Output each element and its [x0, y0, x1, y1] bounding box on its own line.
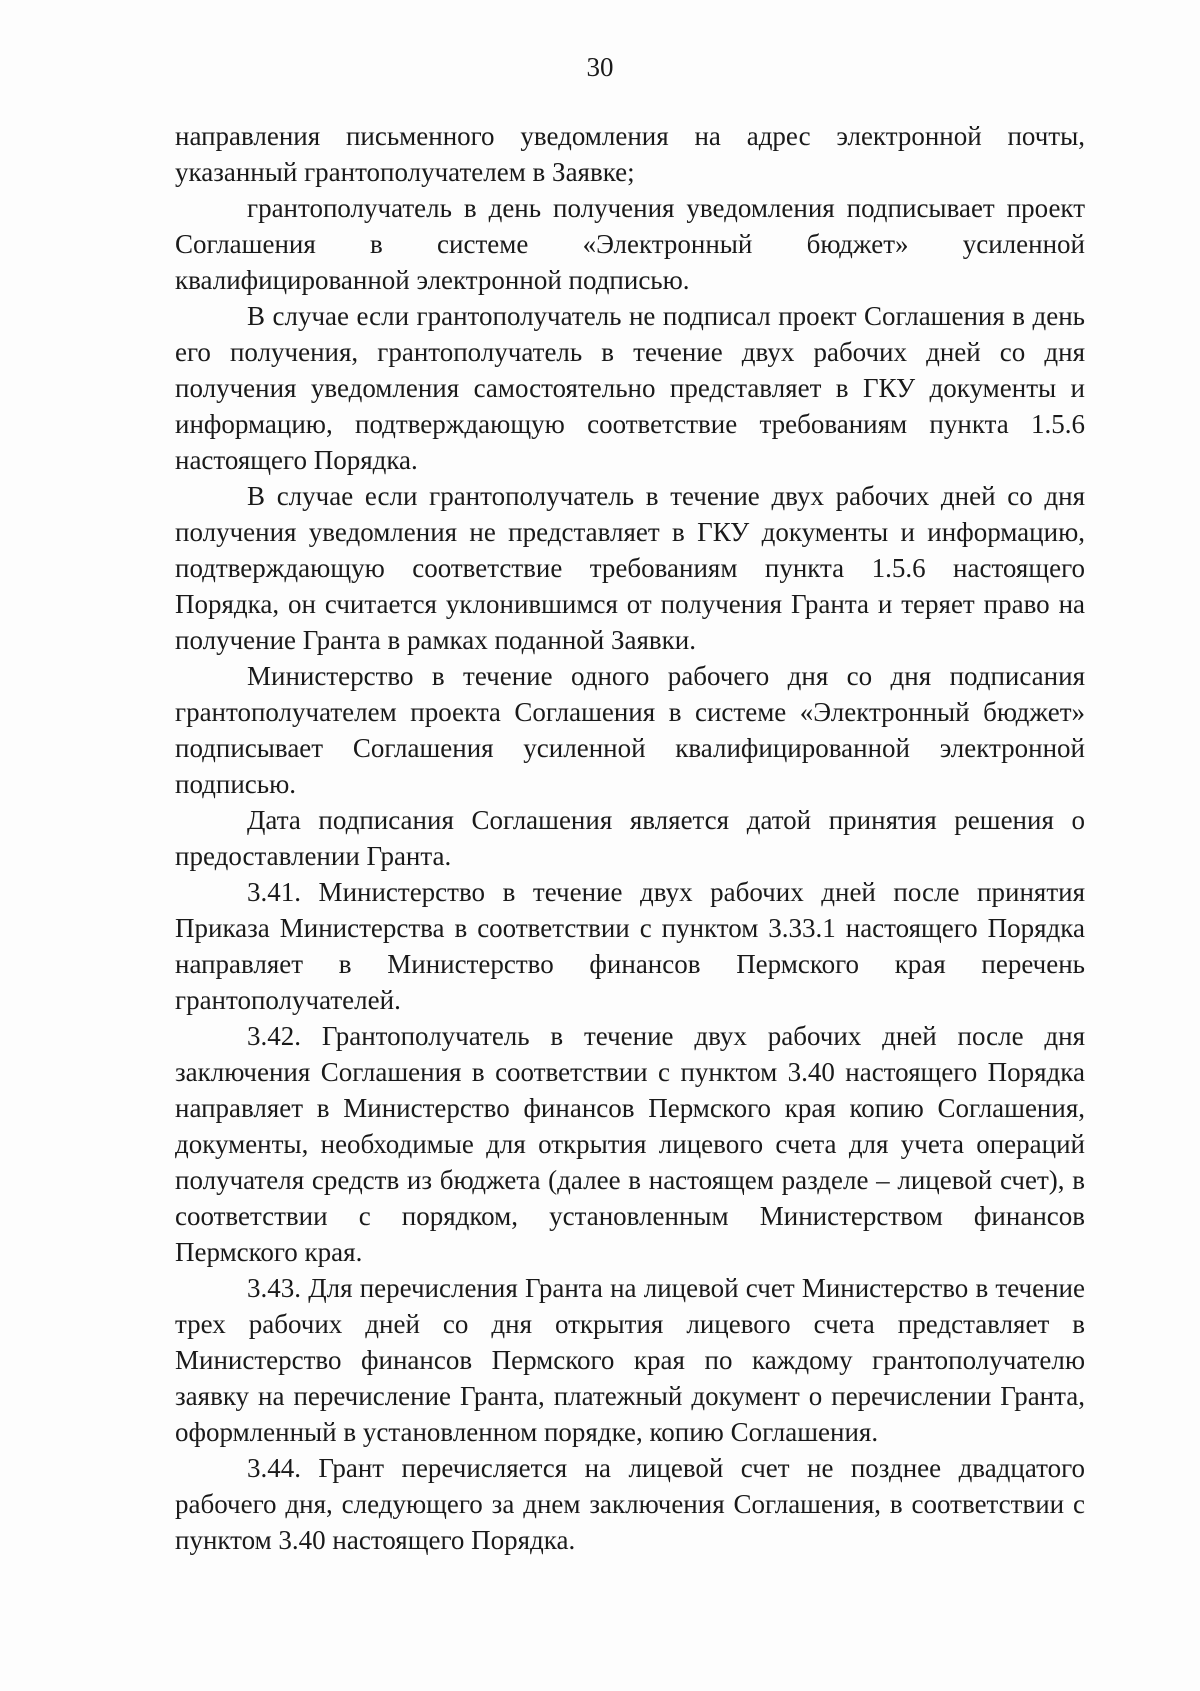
paragraph: грантополучатель в день получения уведомления подписывает проект Соглашения в системе «Электронный бюджет» усиленной квалифицированной электронной подписью.: [175, 193, 1085, 295]
paragraph: В случае если грантополучатель в течение двух рабочих дней со дня получения уведомления не представляет в ГКУ документы и информацию, подтверждающую соответствие требованиям пункта 1.5.6 настоящего Порядка, он считается уклонившимся от получения Гранта и теряет право на получение Гранта в рамках поданной Заявки.: [175, 481, 1085, 655]
paragraph-3-42: 3.42. Грантополучатель в течение двух рабочих дней после дня заключения Соглашения в соответствии с пунктом 3.40 настоящего Порядка направляет в Министерство финансов Пермского края копию Соглашения, документы, необходимые для открытия лицевого счета для учета операций получателя средств из бюджета (далее в настоящем разделе – лицевой счет), в соответствии с порядком, установленным Министерством финансов Пермского края.: [175, 1021, 1085, 1267]
paragraph-3-43: 3.43. Для перечисления Гранта на лицевой счет Министерство в течение трех рабочих дней со дня открытия лицевого счета представляет в Министерство финансов Пермского края по каждому грантополучателю заявку на перечисление Гранта, платежный документ о перечислении Гранта, оформленный в установленном порядке, копию Соглашения.: [175, 1273, 1085, 1447]
paragraph-3-44: 3.44. Грант перечисляется на лицевой счет не позднее двадцатого рабочего дня, следующего за днем заключения Соглашения, в соответствии с пунктом 3.40 настоящего Порядка.: [175, 1453, 1085, 1555]
paragraph-3-41: 3.41. Министерство в течение двух рабочих дней после принятия Приказа Министерства в соответствии с пунктом 3.33.1 настоящего Порядка направляет в Министерство финансов Пермского края перечень грантополучателей.: [175, 877, 1085, 1015]
paragraph: Дата подписания Соглашения является датой принятия решения о предоставлении Гранта.: [175, 805, 1085, 871]
page-number: 30: [586, 52, 614, 82]
paragraph: направления письменного уведомления на адрес электронной почты, указанный грантополучателем в Заявке;: [175, 121, 1085, 187]
document-body: [175, 118, 1085, 1558]
paragraph: В случае если грантополучатель не подписал проект Соглашения в день его получения, грантополучатель в течение двух рабочих дней со дня получения уведомления самостоятельно представляет в ГКУ документы и информацию, подтверждающую соответствие требованиям пункта 1.5.6 настоящего Порядка.: [175, 301, 1085, 475]
paragraph: Министерство в течение одного рабочего дня со дня подписания грантополучателем проекта Соглашения в системе «Электронный бюджет» подписывает Соглашения усиленной квалифицированной электронной подписью.: [175, 661, 1085, 799]
